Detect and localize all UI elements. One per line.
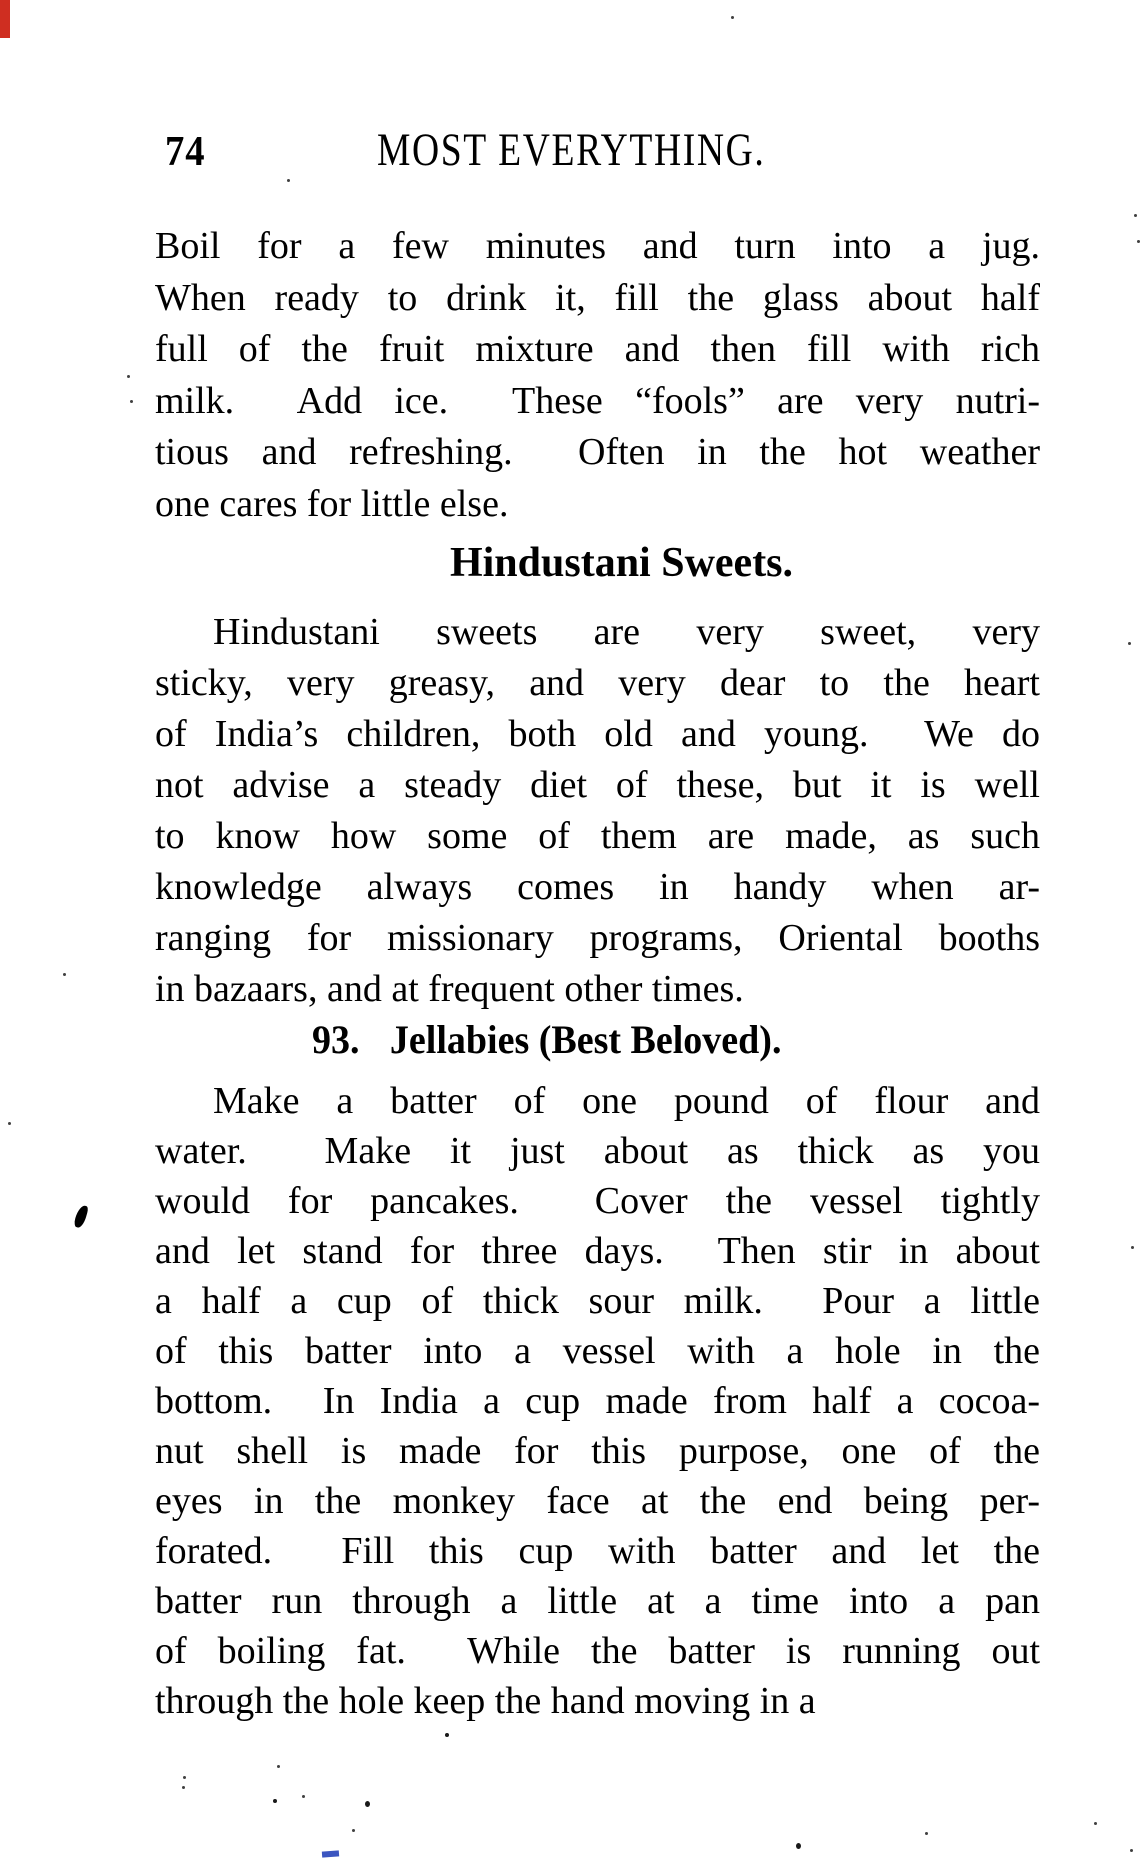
ink-speck	[925, 1832, 928, 1835]
ink-speck	[8, 1122, 11, 1125]
ink-speck	[273, 1799, 277, 1803]
text-line: a half a cup of thick sour milk. Pour a little	[155, 1280, 1040, 1322]
recipe-title: Jellabies (Best Beloved).	[389, 1017, 782, 1062]
text-line: batter run through a little at a time into a pan	[155, 1580, 1040, 1622]
text-line: forated. Fill this cup with batter and let the	[155, 1530, 1040, 1572]
text-line: nut shell is made for this purpose, one of the	[155, 1430, 1040, 1472]
text-line: to know how some of them are made, as such	[155, 815, 1040, 857]
text-line: ranging for missionary programs, Oriental booths	[155, 917, 1040, 959]
text-line: knowledge always comes in handy when ar-	[155, 866, 1040, 908]
ink-speck	[130, 400, 133, 403]
text-line: in bazaars, and at frequent other times.	[155, 968, 744, 1010]
ink-speck	[1131, 1246, 1134, 1249]
ink-speck	[302, 1795, 305, 1798]
ink-speck	[352, 1829, 355, 1832]
text-line: Make a batter of one pound of flour and	[213, 1080, 1040, 1122]
text-line: bottom. In India a cup made from half a cocoa-	[155, 1380, 1040, 1422]
text-line: Hindustani sweets are very sweet, very	[213, 611, 1040, 653]
scan-edge-red-mark	[0, 0, 10, 38]
text-line: Boil for a few minutes and turn into a jug.	[155, 225, 1040, 267]
ink-speck	[182, 1786, 185, 1789]
text-line: sticky, very greasy, and very dear to the heart	[155, 662, 1040, 704]
text-line: and let stand for three days. Then stir in about	[155, 1230, 1040, 1272]
ink-speck	[183, 1776, 186, 1779]
text-line: of India’s children, both old and young. We do	[155, 713, 1040, 755]
paragraph-hindustani-intro	[155, 607, 1040, 1015]
paragraph-jellabies-recipe	[155, 1076, 1040, 1726]
ink-speck	[445, 1733, 449, 1737]
text-line: would for pancakes. Cover the vessel tightly	[155, 1180, 1040, 1222]
text-line: of this batter into a vessel with a hole in the	[155, 1330, 1040, 1372]
text-line: one cares for little else.	[155, 482, 509, 525]
ink-speck	[127, 375, 130, 378]
ink-speck	[63, 973, 66, 976]
ink-speck	[365, 1801, 370, 1807]
scan-edge-blue-mark	[322, 1850, 339, 1857]
recipe-heading-jellabies	[312, 1017, 782, 1062]
ink-speck	[1134, 214, 1137, 217]
ink-speck	[731, 16, 734, 19]
ink-speck	[1137, 240, 1140, 243]
text-line: of boiling fat. While the batter is running out	[155, 1630, 1040, 1672]
text-line: not advise a steady diet of these, but it is well	[155, 764, 1040, 806]
text-line: When ready to drink it, fill the glass about half	[155, 276, 1040, 319]
ink-speck	[1128, 642, 1131, 645]
ink-speck	[277, 1765, 280, 1768]
section-heading-hindustani-sweets: Hindustani Sweets.	[449, 540, 794, 586]
text-line: eyes in the monkey face at the end being per-	[155, 1480, 1040, 1522]
ink-speck	[1094, 1822, 1097, 1825]
page-number: 74	[165, 129, 206, 175]
ink-speck	[1130, 1849, 1133, 1852]
ink-speck	[287, 179, 290, 182]
text-line: through the hole keep the hand moving in a	[155, 1680, 816, 1722]
ink-speck	[796, 1843, 801, 1849]
text-line: tious and refreshing. Often in the hot weather	[155, 431, 1040, 473]
recipe-number: 93.	[312, 1017, 360, 1062]
paragraph-fruit-fools	[155, 221, 1040, 530]
running-title: MOST EVERYTHING.	[377, 124, 766, 176]
text-line: water. Make it just about as thick as you	[155, 1130, 1040, 1172]
text-line: milk. Add ice. These “fools” are very nutri-	[155, 379, 1040, 422]
ink-blot-mark	[73, 1204, 89, 1229]
text-line: full of the fruit mixture and then fill with rich	[155, 328, 1040, 370]
